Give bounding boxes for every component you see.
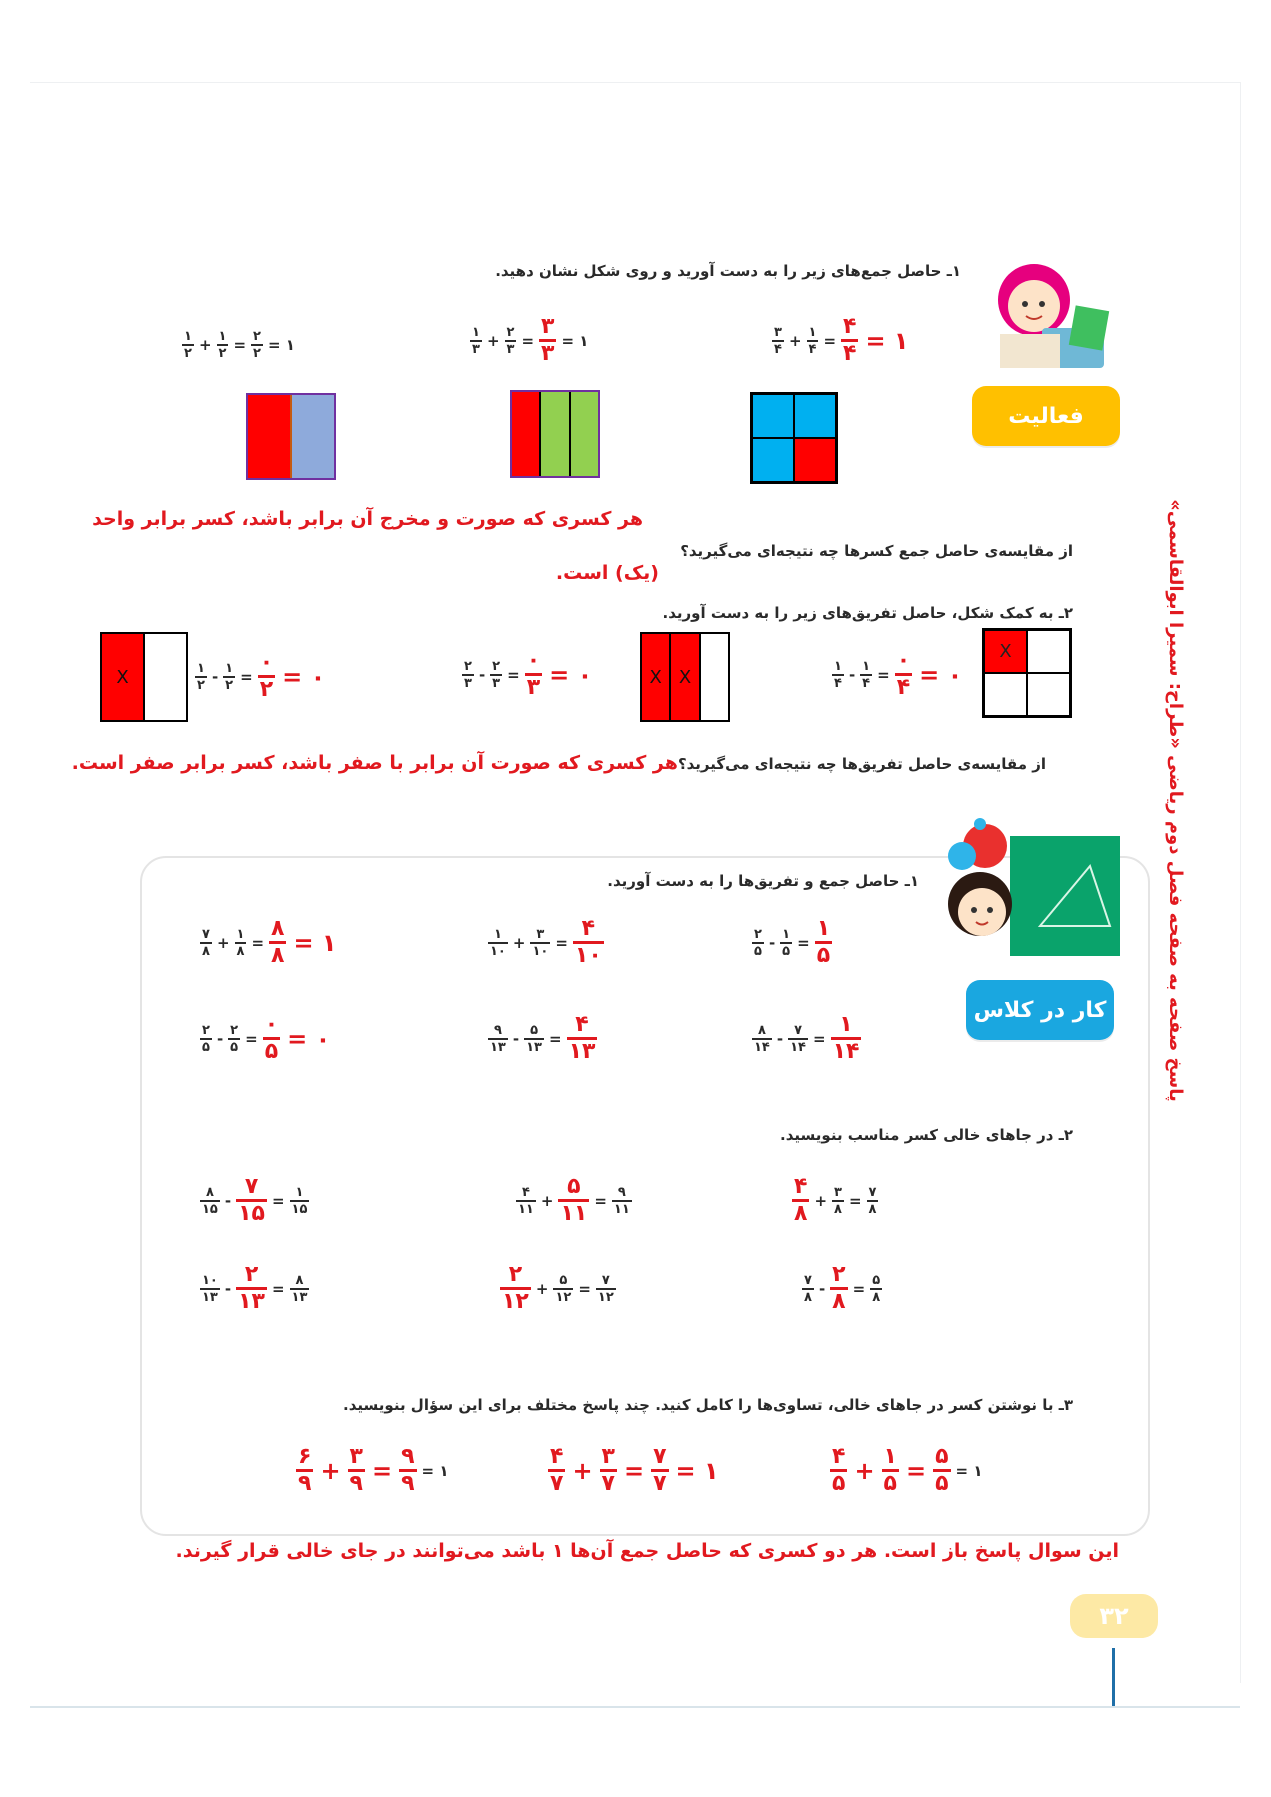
answer-fraction: $\frac{۹}{۹}$: [401, 1444, 415, 1496]
classwork-q1-r1-eq-3: $\frac{۷}{۸}$ + $\frac{۱}{۸}$ = $\frac{۸}{۸}$ = ۱: [200, 918, 340, 967]
answer-fraction: $\frac{۳}{۹}$: [349, 1444, 363, 1496]
answer-fraction: $\frac{۵}{۱۱}$: [560, 1174, 588, 1226]
answer-fraction: $\frac{۰}{۳}$: [526, 648, 541, 700]
answer-result: = ۱: [865, 326, 909, 355]
answer-result: = ۰: [282, 662, 326, 691]
answer-fraction: $\frac{۷}{۱۵}$: [238, 1174, 265, 1226]
classwork-badge: [966, 980, 1114, 1040]
fraction: $\frac{۱}{۱۵}$: [291, 1184, 308, 1217]
classwork-q1-instruction: ۱ـ حاصل جمع و تفریق‌ها را به دست آورید.: [607, 872, 919, 890]
fraction: $\frac{۸}{۱۵}$: [202, 1184, 218, 1217]
answer-sum-line-2: (یک) است.: [555, 562, 659, 584]
shape-quarters-sum: [750, 392, 838, 484]
classwork-q2-r2-eq-3: $\frac{۱۰}{۱۳}$ - $\frac{۲}{۱۳}$ = $\frac{۸}{۱۳}$: [202, 1262, 308, 1314]
fraction: $\frac{۱}{۲}$: [218, 329, 227, 361]
compare-diff-row: [72, 752, 1046, 774]
classwork-q1-r2-eq-2: $\frac{۹}{۱۳}$ - $\frac{۵}{۱۳}$ = $\frac{۴}{۱۳}$: [490, 1012, 596, 1064]
classwork-q1-r2-eq-3: $\frac{۲}{۵}$ - $\frac{۲}{۵}$ = $\frac{۰}{۵}$ = ۰: [200, 1014, 333, 1063]
answer-fraction: $\frac{۰}{۲}$: [259, 650, 274, 702]
answer-sum-line-1: هر کسری که صورت و مخرج آن برابر باشد، کسر برابر واحد: [92, 508, 643, 530]
shape-thirds-diff: [640, 632, 730, 722]
shape-halves-diff: [100, 632, 188, 722]
side-caption: [1155, 480, 1195, 1120]
page-number: ۳۲: [1099, 1602, 1129, 1630]
side-caption-text: پاسخ صفحه به صفحه فصل دوم ریاضی «طراح: سمیرا ابوالقاسمی»: [1164, 498, 1186, 1102]
fraction: $\frac{۷}{۸}$: [868, 1184, 877, 1217]
fraction: $\frac{۲}{۳}$: [506, 324, 515, 357]
fraction: $\frac{۲}{۵}$: [230, 1022, 239, 1055]
answer-fraction: $\frac{۰}{۴}$: [896, 648, 911, 700]
girl-reading-illustration: [972, 258, 1122, 398]
fraction: $\frac{۲}{۵}$: [202, 1022, 210, 1055]
answer-fraction: $\frac{۴}{۸}$: [794, 1174, 808, 1226]
shape-halves-sum: [246, 393, 336, 480]
fraction: $\frac{۵}{۸}$: [872, 1272, 881, 1305]
fraction: $\frac{۱}{۲}$: [184, 329, 192, 361]
fraction: $\frac{۹}{۱۳}$: [490, 1022, 506, 1055]
answer-fraction: $\frac{۴}{۴}$: [843, 314, 857, 366]
classwork-q2-r1-eq-1: $\frac{۴}{۸}$ + $\frac{۳}{۸}$ = $\frac{۷}{۸}$: [794, 1174, 877, 1226]
boy-at-board-illustration: [940, 816, 1130, 1006]
shape-quarters-diff: [982, 628, 1072, 718]
fraction: $\frac{۱}{۸}$: [236, 926, 245, 959]
classwork-q1-r2-eq-1: $\frac{۸}{۱۴}$ - $\frac{۷}{۱۴}$ = $\frac{۱}{۱۴}$: [754, 1012, 860, 1064]
answer-fraction: $\frac{۳}{۷}$: [601, 1444, 615, 1496]
fraction: $\frac{۱}{۳}$: [472, 324, 480, 357]
classwork-q1-r1-eq-2: $\frac{۱}{۱۰}$ + $\frac{۳}{۱۰}$ = $\frac{۴}{۱۰}$: [490, 916, 602, 968]
fraction: $\frac{۳}{۱۰}$: [532, 926, 549, 959]
classwork-illustration: [940, 816, 1130, 1006]
fraction: $\frac{۷}{۸}$: [202, 926, 210, 959]
page-edge-rule: [1112, 1648, 1115, 1708]
fraction: $\frac{۷}{۱۲}$: [597, 1272, 614, 1305]
classwork-q3-eq-2: $\frac{۴}{۷}$ + $\frac{۳}{۷}$ = $\frac{۷}{۷}$ = ۱: [548, 1446, 722, 1495]
classwork-q3-instruction: ۳ـ با نوشتن کسر در جاهای خالی، تساوی‌ها را کامل کنید. چند پاسخ مختلف برای این سؤال بنویسید.: [343, 1396, 1073, 1414]
cross-mark: X: [671, 634, 700, 720]
fraction: $\frac{۵}{۱۳}$: [526, 1022, 542, 1055]
answer-result: = ۱: [675, 1456, 719, 1485]
fraction: $\frac{۱}{۵}$: [782, 926, 791, 959]
classwork-badge-label: کار در کلاس: [973, 997, 1107, 1023]
classwork-q1-r1-eq-1: $\frac{۲}{۵}$ - $\frac{۱}{۵}$ = $\frac{۱}{۵}$: [754, 916, 831, 968]
fraction: $\frac{۱}{۴}$: [862, 658, 871, 691]
fraction: $\frac{۵}{۱۲}$: [555, 1272, 572, 1305]
fraction: $\frac{۱}{۲}$: [197, 660, 205, 693]
answer-fraction: $\frac{۵}{۵}$: [935, 1444, 949, 1496]
answer-fraction: $\frac{۱}{۱۴}$: [832, 1012, 860, 1064]
answer-fraction: $\frac{۲}{۱۳}$: [238, 1262, 265, 1314]
fraction: $\frac{۱}{۱۰}$: [490, 926, 506, 959]
fraction: $\frac{۲}{۳}$: [492, 658, 501, 691]
classwork-q2-r1-eq-2: $\frac{۴}{۱۱}$ + $\frac{۵}{۱۱}$ = $\frac{۹}{۱۱}$: [518, 1174, 630, 1226]
classwork-q3-eq-3: $\frac{۶}{۹}$ + $\frac{۳}{۹}$ = $\frac{۹}{۹}$ = ۱: [298, 1444, 449, 1496]
fraction: $\frac{۱۰}{۱۳}$: [202, 1272, 218, 1305]
fraction: $\frac{۱}{۴}$: [834, 658, 842, 691]
page-bottom-line: [30, 1706, 1240, 1708]
activity-badge-label: فعالیت: [1008, 403, 1084, 429]
answer-fraction: $\frac{۸}{۸}$: [271, 916, 285, 968]
answer-fraction: $\frac{۰}{۵}$: [264, 1012, 279, 1064]
classwork-q2-r1-eq-3: $\frac{۸}{۱۵}$ - $\frac{۷}{۱۵}$ = $\frac{۱}{۱۵}$: [202, 1174, 308, 1226]
answer-fraction: $\frac{۴}{۵}$: [832, 1444, 846, 1496]
answer-fraction: $\frac{۲}{۱۲}$: [502, 1262, 529, 1314]
fraction: $\frac{۷}{۸}$: [804, 1272, 812, 1305]
cross-mark: X: [102, 634, 145, 720]
fraction: $\frac{۱}{۲}$: [225, 660, 234, 693]
classwork-q2-r2-eq-2: $\frac{۲}{۱۲}$ + $\frac{۵}{۱۲}$ = $\frac{۷}{۱۲}$: [502, 1262, 614, 1314]
answer-fraction: $\frac{۶}{۹}$: [298, 1444, 312, 1496]
answer-fraction: $\frac{۴}{۱۰}$: [574, 916, 602, 968]
answer-fraction: $\frac{۴}{۷}$: [550, 1444, 564, 1496]
fraction: $\frac{۹}{۱۱}$: [613, 1184, 630, 1217]
shape-thirds-sum: [510, 390, 600, 478]
activity-illustration: [972, 258, 1122, 398]
fraction: $\frac{۷}{۱۴}$: [790, 1022, 806, 1055]
activity-q2-instruction: ۲ـ به کمک شکل، حاصل تفریق‌های زیر را به دست آورید.: [662, 604, 1073, 622]
fraction: $\frac{۲}{۵}$: [754, 926, 762, 959]
answer-fraction: $\frac{۷}{۷}$: [653, 1444, 667, 1496]
compare-sum-question: از مقایسه‌ی حاصل جمع کسرها چه نتیجه‌ای می‌گیرید؟: [680, 542, 1073, 560]
activity-q1-instruction: ۱ـ حاصل جمع‌های زیر را به دست آورید و روی شکل نشان دهید.: [495, 262, 961, 280]
activity-q1-eq-1: $\frac{۳}{۴}$ + $\frac{۱}{۴}$ = $\frac{۴}{۴}$ = ۱: [772, 316, 912, 365]
fraction: $\frac{۱}{۴}$: [808, 324, 817, 357]
activity-q1-eq-3: $\frac{۱}{۲}$ + $\frac{۱}{۲}$ = $\frac{۲}{۲}$ = ۱: [184, 329, 295, 361]
answer-result: = ۰: [919, 660, 963, 689]
page-number-tab: [1070, 1594, 1158, 1638]
answer-fraction: $\frac{۳}{۳}$: [541, 314, 555, 366]
answer-fraction: $\frac{۱}{۵}$: [816, 916, 831, 968]
answer-result: = ۰: [549, 660, 593, 689]
fraction: $\frac{۳}{۴}$: [774, 324, 782, 357]
fraction: $\frac{۳}{۸}$: [834, 1184, 842, 1217]
fraction: $\frac{۲}{۳}$: [464, 658, 472, 691]
compare-diff-question: از مقایسه‌ی حاصل تفریق‌ها چه نتیجه‌ای می‌گیرید؟: [677, 755, 1046, 773]
classwork-q3-eq-1: $\frac{۴}{۵}$ + $\frac{۱}{۵}$ = $\frac{۵}{۵}$ = ۱: [832, 1444, 983, 1496]
cross-mark: X: [984, 630, 1027, 673]
activity-q2-eq-2: $\frac{۲}{۳}$ - $\frac{۲}{۳}$ = $\frac{۰}{۳}$ = ۰: [462, 650, 595, 699]
classwork-q2-r2-eq-1: $\frac{۷}{۸}$ - $\frac{۲}{۸}$ = $\frac{۵}{۸}$: [804, 1262, 881, 1314]
activity-q2-eq-3: $\frac{۱}{۲}$ - $\frac{۱}{۲}$ = $\frac{۰}{۲}$ = ۰: [195, 652, 328, 701]
answer-fraction: $\frac{۴}{۱۳}$: [568, 1012, 596, 1064]
fraction: $\frac{۲}{۲}$: [253, 329, 261, 361]
fraction: $\frac{۸}{۱۴}$: [754, 1022, 770, 1055]
fraction: $\frac{۴}{۱۱}$: [518, 1184, 534, 1217]
answer-open-question: این سوال پاسخ باز است. هر دو کسری که حاصل جمع آن‌ها ۱ باشد می‌توانند در جای خالی قرار گیرند.: [175, 1540, 1119, 1562]
answer-fraction: $\frac{۱}{۵}$: [883, 1444, 897, 1496]
answer-result: = ۰: [287, 1024, 331, 1053]
activity-badge: [972, 386, 1120, 446]
activity-q1-eq-2: $\frac{۱}{۳}$ + $\frac{۲}{۳}$ = $\frac{۳}{۳}$ = ۱: [472, 314, 589, 366]
answer-diff: هر کسری که صورت آن برابر با صفر باشد، کسر برابر صفر است.: [71, 752, 678, 774]
cross-mark: X: [642, 634, 671, 720]
classwork-q2-instruction: ۲ـ در جاهای خالی کسر مناسب بنویسید.: [780, 1126, 1073, 1144]
fraction: $\frac{۸}{۱۳}$: [291, 1272, 308, 1305]
answer-result: = ۱: [293, 928, 337, 957]
activity-q2-eq-1: $\frac{۱}{۴}$ - $\frac{۱}{۴}$ = $\frac{۰}{۴}$ = ۰: [832, 650, 965, 699]
answer-fraction: $\frac{۲}{۸}$: [832, 1262, 846, 1314]
